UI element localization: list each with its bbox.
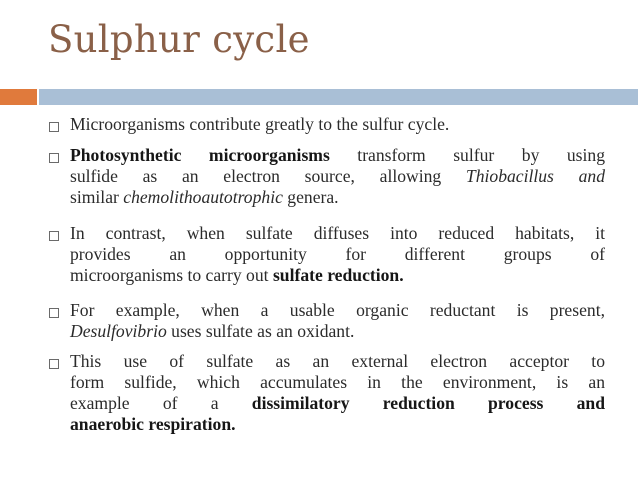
text-run: uses sulfate as an oxidant.	[166, 321, 355, 341]
bullet-line	[70, 166, 605, 187]
slide-title: Sulphur cycle	[48, 18, 310, 61]
text-run: transform sulfur by using	[329, 145, 605, 165]
bullet-line	[70, 265, 605, 286]
text-run: example of a	[70, 393, 252, 413]
italic-term: chemolithoautotrophic	[123, 187, 283, 207]
bullet-item	[70, 223, 605, 286]
bullet-item	[70, 300, 605, 342]
text-run: For example, when a usable organic reductant is present,	[70, 300, 605, 320]
text-run: microorganisms to carry out	[70, 265, 273, 285]
bullet-line	[70, 145, 605, 166]
bold-term: dissimilatory reduction process and	[251, 393, 605, 413]
bullet-item	[70, 114, 605, 135]
italic-term: Desulfovibrio	[70, 321, 167, 341]
bold-term: sulfate reduction.	[272, 265, 404, 285]
bullet-line	[70, 321, 605, 342]
text-run: In contrast, when sulfate diffuses into reduced habitats, it	[70, 223, 605, 243]
text-run: sulfide as an electron source, allowing	[70, 166, 466, 186]
square-bullet-icon	[49, 308, 59, 318]
bullet-line	[70, 300, 605, 321]
bullet-line	[70, 187, 605, 208]
italic-term: Thiobacillus and	[465, 166, 605, 186]
bullet-item	[70, 145, 605, 208]
title-underline-bar	[39, 89, 638, 105]
text-run: form sulfide, which accumulates in the environment, is an	[70, 372, 605, 392]
square-bullet-icon	[49, 153, 59, 163]
bold-term: Photosynthetic microorganisms	[70, 145, 330, 165]
title-accent-bar	[0, 89, 37, 105]
bullet-line	[70, 223, 605, 244]
text-run: genera.	[282, 187, 339, 207]
text-run: provides an opportunity for different groups of	[70, 244, 605, 264]
bullet-item	[70, 351, 605, 435]
bullet-line	[70, 114, 605, 135]
bullet-line	[70, 393, 605, 414]
square-bullet-icon	[49, 231, 59, 241]
bullet-line	[70, 244, 605, 265]
text-run: similar	[70, 187, 124, 207]
square-bullet-icon	[49, 359, 59, 369]
bullet-line	[70, 351, 605, 372]
text-run: Microorganisms contribute greatly to the sulfur cycle.	[70, 114, 450, 134]
square-bullet-icon	[49, 122, 59, 132]
bullet-line	[70, 414, 605, 435]
bold-term: anaerobic respiration.	[70, 414, 236, 434]
bullet-line	[70, 372, 605, 393]
text-run: This use of sulfate as an external electron acceptor to	[70, 351, 605, 371]
